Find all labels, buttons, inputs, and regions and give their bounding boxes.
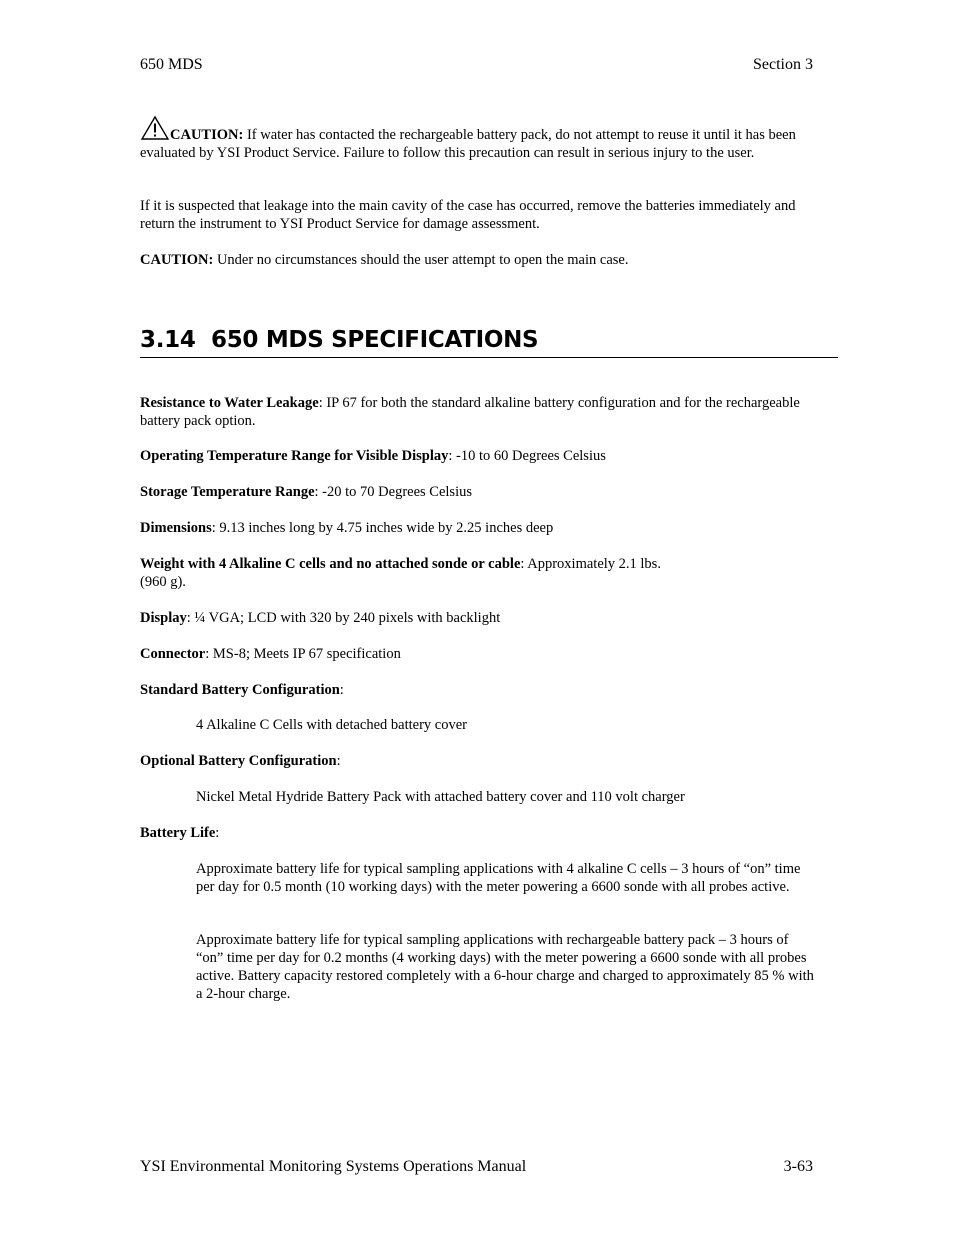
spec-weight [140, 555, 816, 591]
spec-label: Standard Battery Configuration [140, 682, 340, 698]
spec-label: Weight with 4 Alkaline C cells and no attached sonde or cable [140, 556, 521, 572]
spec-water-leakage [140, 394, 816, 430]
spec-battery-life-rechargeable: Approximate battery life for typical sampling applications with rechargeable battery pack – 3 hours of “on” time per day for 0.2 months (4 working days) with the meter powering a 6600 sonde with all probes active. Battery capacity restored completely with a 6-hour charge and charged to approximately 85 % with a 2-hour charge. [196, 932, 814, 1002]
spec-label: Optional Battery Configuration [140, 753, 337, 769]
spec-standard-battery-detail: 4 Alkaline C Cells with detached battery cover [196, 717, 467, 733]
spec-optional-battery [140, 752, 816, 770]
spec-text-line2: (960 g). [140, 574, 186, 590]
caution-text: If water has contacted the rechargeable battery pack, do not attempt to reuse it until it has been evaluated by YSI Product Service. Failure to follow this precaution can result in serious injury to the user. [140, 127, 796, 161]
spec-battery-life-alkaline: Approximate battery life for typical sampling applications with 4 alkaline C cells – 3 hours of “on” time per day for 0.5 month (10 working days) with the meter powering a 6600 sonde with all probes active. [196, 861, 801, 895]
section-heading [140, 323, 838, 358]
spec-standard-battery [140, 681, 816, 699]
page-header-right: Section 3 [753, 56, 813, 73]
spec-text: : MS-8; Meets IP 67 specification [205, 646, 401, 662]
spec-label: Dimensions [140, 520, 212, 536]
spec-display [140, 609, 816, 627]
caution-open-case-paragraph [140, 251, 816, 269]
spec-label: Battery Life [140, 825, 216, 841]
spec-battery-life [140, 824, 816, 842]
spec-text: : [336, 753, 341, 769]
spec-text: : [215, 825, 220, 841]
spec-label: Operating Temperature Range for Visible Display [140, 448, 449, 464]
leakage-paragraph: If it is suspected that leakage into the main cavity of the case has occurred, remove the batteries immediately and return the instrument to YSI Product Service for damage assessment. [140, 198, 796, 232]
spec-label: Display [140, 610, 187, 626]
spec-label: Connector [140, 646, 206, 662]
page-footer-left: YSI Environmental Monitoring Systems Operations Manual [140, 1158, 527, 1175]
page-number: 3-63 [783, 1158, 813, 1175]
spec-text: : IP 67 for both the standard alkaline battery configuration and for the rechargeable battery pack option. [140, 395, 800, 429]
spec-storage-temperature [140, 483, 816, 501]
spec-label: Storage Temperature Range [140, 484, 315, 500]
warning-triangle-icon [140, 115, 170, 141]
caution2-label: CAUTION: [140, 252, 214, 268]
spec-optional-battery-detail: Nickel Metal Hydride Battery Pack with attached battery cover and 110 volt charger [196, 789, 685, 805]
caution2-text: Under no circumstances should the user attempt to open the main case. [213, 252, 629, 268]
spec-text: : Approximately 2.1 lbs. [520, 556, 661, 572]
spec-text: : ¼ VGA; LCD with 320 by 240 pixels with backlight [186, 610, 501, 626]
spec-text: : [339, 682, 344, 698]
spec-dimensions [140, 519, 816, 537]
caution-label: CAUTION: [170, 127, 244, 143]
spec-text: : 9.13 inches long by 4.75 inches wide by 2.25 inches deep [211, 520, 554, 536]
spec-operating-temperature [140, 447, 816, 465]
spec-connector [140, 645, 816, 663]
spec-text: : -20 to 70 Degrees Celsius [314, 484, 472, 500]
section-number: 3.14 [140, 327, 196, 353]
page-header-left: 650 MDS [140, 56, 203, 73]
section-title: 650 MDS SPECIFICATIONS [211, 327, 539, 353]
spec-text: : -10 to 60 Degrees Celsius [448, 448, 606, 464]
caution-paragraph [140, 115, 816, 162]
spec-label: Resistance to Water Leakage [140, 395, 319, 411]
